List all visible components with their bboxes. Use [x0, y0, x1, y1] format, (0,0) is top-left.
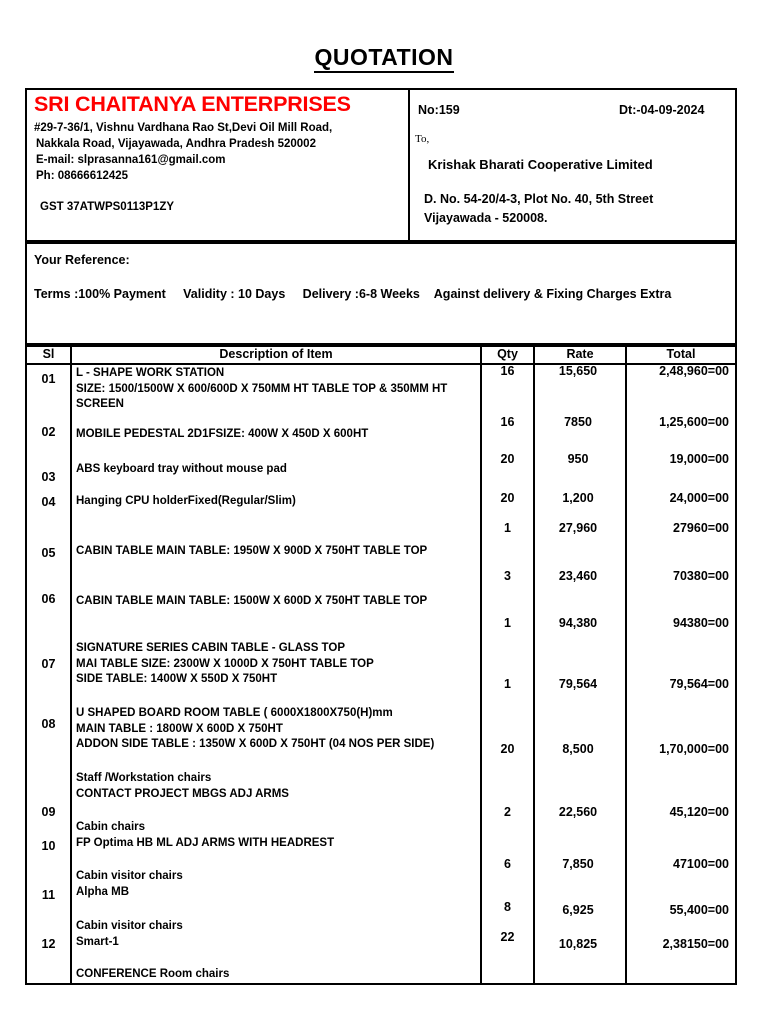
buyer-address-line-1: D. No. 54-20/4-3, Plot No. 40, 5th Street	[424, 192, 654, 206]
cell-description: L - SHAPE WORK STATION SIZE: 1500/1500W X 600/600D X 750MM HT TABLE TOP & 350MM HT SCREEN	[76, 367, 448, 411]
your-reference-label: Your Reference:	[34, 253, 130, 267]
terms-validity: Validity : 10 Days	[183, 287, 286, 301]
cell-qty: 16	[500, 415, 515, 429]
cell-total: 1,25,600=00	[659, 415, 729, 429]
cell-rate: 8,500	[562, 742, 594, 756]
company-phone: Ph: 08666612425	[36, 170, 129, 182]
cell-total: 27960=00	[673, 521, 729, 535]
cell-description: CABIN TABLE MAIN TABLE: 1950W X 900D X 750HT TABLE TOP	[76, 545, 428, 557]
cell-qty: 8	[504, 900, 511, 914]
cell-si: 01	[41, 372, 56, 386]
page-title	[0, 44, 768, 71]
quotation-number: No:159	[418, 103, 460, 117]
cell-total: 2,38150=00	[662, 937, 729, 951]
cell-description: U SHAPED BOARD ROOM TABLE ( 6000X1800X750(H)mm MAIN TABLE : 1800W X 600D X 750HT ADDON SIDE TABLE : 1350W X 600D X 750HT (04 NOS PER SIDE)	[76, 707, 435, 751]
column-header-qty: Qty	[497, 347, 518, 361]
cell-rate: 27,960	[558, 521, 598, 535]
cell-description: MOBILE PEDESTAL 2D1FSIZE: 400W X 450D X 600HT	[76, 428, 369, 440]
cell-si: 07	[41, 657, 56, 671]
cell-total: 47100=00	[673, 857, 729, 871]
column-rule-rate	[533, 347, 535, 983]
terms-line	[34, 286, 734, 303]
column-header-total: Total	[666, 347, 696, 361]
cell-total: 24,000=00	[669, 491, 729, 505]
cell-qty: 6	[504, 857, 511, 871]
cell-total: 70380=00	[673, 569, 729, 583]
cell-si: 12	[41, 937, 56, 951]
cell-qty: 16	[500, 364, 515, 378]
column-header-rate: Rate	[566, 347, 594, 361]
buyer-name: Krishak Bharati Cooperative Limited	[428, 157, 653, 172]
cell-qty: 1	[504, 677, 511, 691]
column-header-description: Description of Item	[219, 347, 333, 361]
cell-description: SIGNATURE SERIES CABIN TABLE - GLASS TOP MAI TABLE SIZE: 2300W X 1000D X 750HT TABLE TOP SIDE TABLE: 1400W X 550D X 750HT	[76, 642, 374, 686]
cell-si: 02	[41, 425, 56, 439]
cell-si: 06	[41, 592, 56, 606]
cell-total: 1,70,000=00	[659, 742, 729, 756]
cell-rate: 23,460	[558, 569, 598, 583]
company-address-line-1: #29-7-36/1, Vishnu Vardhana Rao St,Devi Oil Mill Road,	[34, 122, 333, 134]
cell-total: 79,564=00	[669, 677, 729, 691]
column-rule-qty	[480, 347, 482, 983]
page-title-text: QUOTATION	[314, 44, 453, 73]
cell-description: Cabin visitor chairs Smart-1	[76, 920, 183, 948]
cell-rate: 1,200	[562, 491, 594, 505]
cell-description: ABS keyboard tray without mouse pad	[76, 463, 287, 475]
column-header-si: Sl	[42, 347, 55, 361]
company-address-line-2: Nakkala Road, Vijayawada, Andhra Pradesh 520002	[36, 138, 316, 150]
cell-si: 11	[41, 888, 56, 902]
quotation-date: Dt:-04-09-2024	[619, 103, 705, 117]
terms-delivery: Delivery :6-8 Weeks	[302, 287, 420, 301]
terms-extra: Against delivery & Fixing Charges Extra	[433, 287, 672, 301]
cell-rate: 94,380	[558, 616, 598, 630]
company-gst-number: GST 37ATWPS0113P1ZY	[40, 201, 175, 213]
cell-rate: 7,850	[562, 857, 594, 871]
cell-qty: 3	[504, 569, 511, 583]
cell-total: 45,120=00	[669, 805, 729, 819]
to-label: To,	[415, 133, 430, 145]
cell-qty: 1	[504, 521, 511, 535]
buyer-address-line-2: Vijayawada - 520008.	[424, 211, 548, 225]
cell-si: 05	[41, 546, 56, 560]
header-vertical-divider	[408, 90, 410, 240]
cell-rate: 15,650	[558, 364, 598, 378]
cell-description: Cabin chairs FP Optima HB ML ADJ ARMS WITH HEADREST	[76, 821, 335, 849]
cell-rate: 22,560	[558, 805, 598, 819]
cell-qty: 20	[500, 491, 515, 505]
cell-total: 2,48,960=00	[659, 364, 729, 378]
cell-description: Hanging CPU holderFixed(Regular/Slim)	[76, 495, 296, 507]
cell-description: CONFERENCE Room chairs	[76, 968, 230, 980]
cell-description: Cabin visitor chairs Alpha MB	[76, 870, 183, 898]
cell-qty: 22	[500, 930, 515, 944]
cell-qty: 1	[504, 616, 511, 630]
cell-si: 10	[41, 839, 56, 853]
cell-si: 03	[41, 470, 56, 484]
cell-si: 04	[41, 495, 56, 509]
terms-payment: Terms :100% Payment	[34, 287, 166, 301]
cell-description: Staff /Workstation chairs CONTACT PROJECT MBGS ADJ ARMS	[76, 772, 289, 800]
cell-rate: 950	[567, 452, 589, 466]
cell-qty: 2	[504, 805, 511, 819]
cell-total: 19,000=00	[669, 452, 729, 466]
cell-total: 55,400=00	[669, 903, 729, 917]
cell-description: CABIN TABLE MAIN TABLE: 1500W X 600D X 750HT TABLE TOP	[76, 595, 428, 607]
cell-rate: 6,925	[562, 903, 594, 917]
company-name: SRI CHAITANYA ENTERPRISES	[34, 92, 351, 116]
cell-total: 94380=00	[673, 616, 729, 630]
column-rule-si	[70, 347, 72, 983]
cell-rate: 7850	[564, 415, 592, 429]
cell-rate: 10,825	[558, 937, 598, 951]
cell-qty: 20	[500, 742, 515, 756]
column-rule-total	[625, 347, 627, 983]
cell-rate: 79,564	[558, 677, 598, 691]
cell-qty: 20	[500, 452, 515, 466]
cell-si: 08	[41, 717, 56, 731]
company-email: E-mail: slprasanna161@gmail.com	[36, 154, 226, 166]
cell-si: 09	[41, 805, 56, 819]
